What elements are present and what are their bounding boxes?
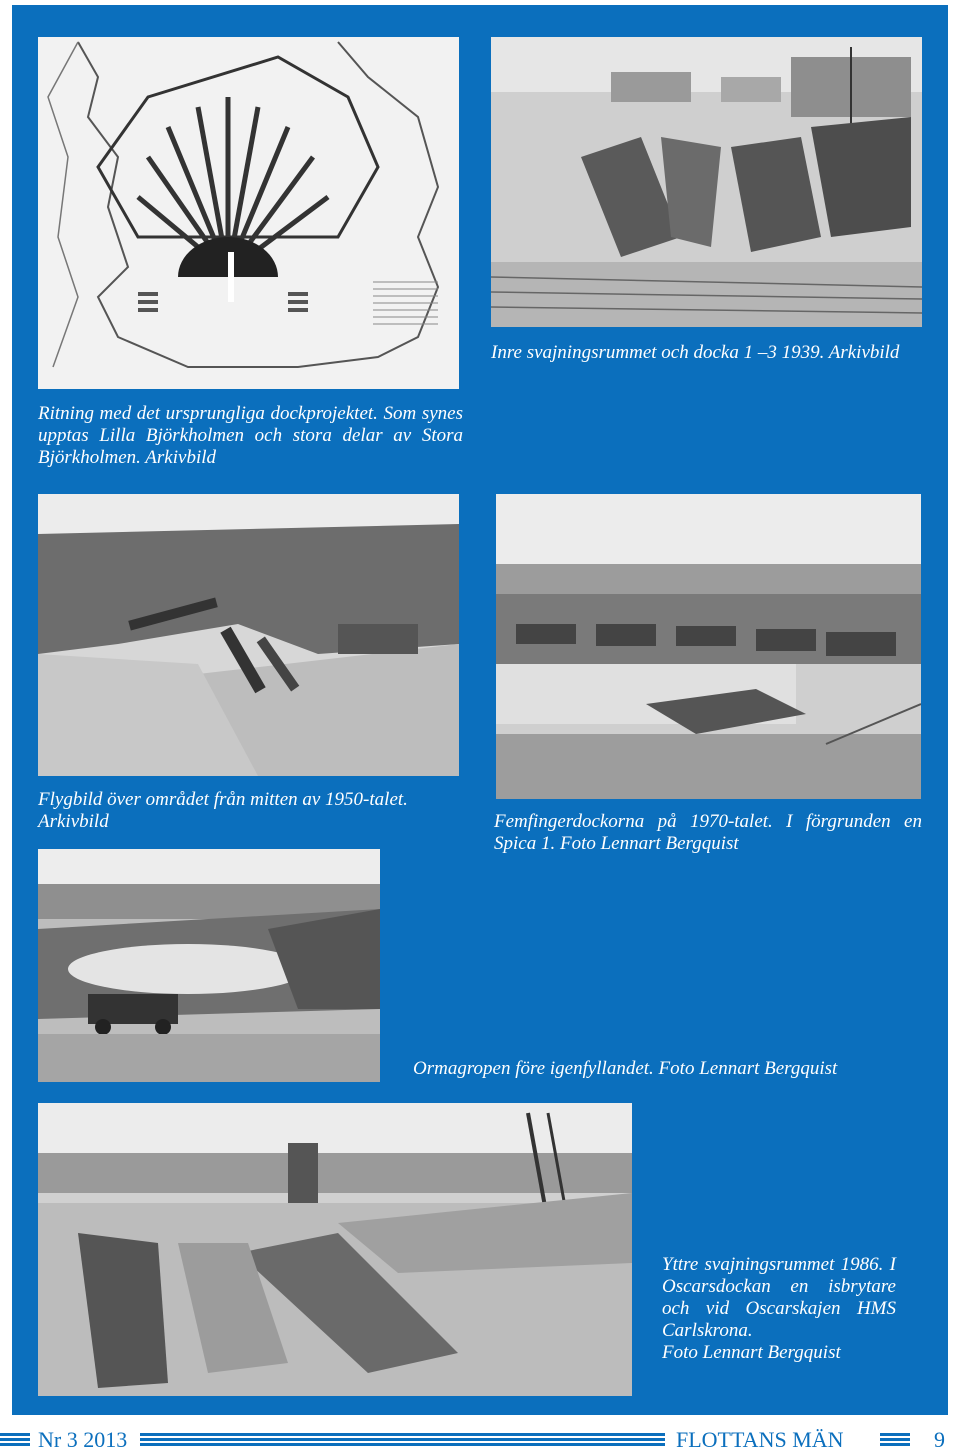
ormagropen-photo: [38, 849, 380, 1082]
dock-plan-drawing-photo: [38, 37, 459, 389]
docks-1939-photo: [491, 37, 922, 327]
magazine-name: FLOTTANS MÄN: [676, 1427, 844, 1452]
outer-basin-1986-photo: [38, 1103, 632, 1396]
docks-1939-caption: Inre svajningsrummet och docka 1 –3 1939. Arkivbild: [491, 342, 900, 363]
footer-stripes-right: [880, 1433, 910, 1447]
ormagropen-caption: Ormagropen före igenfyllandet. Foto Lennart Bergquist: [413, 1058, 838, 1079]
outer-basin-1986-caption: Yttre svajningsrummet 1986. I Oscarsdockan en isbrytare och vid Oscarskajen HMS Carlskrona. Foto Lennart Bergquist: [662, 1254, 896, 1363]
aerial-1950s-caption: Flygbild över området från mitten av 1950-talet. Arkivbild: [38, 789, 408, 832]
issue-number: Nr 3 2013: [38, 1427, 128, 1452]
five-finger-docks-caption: Femfingerdockorna på 1970-talet. I förgrunden en Spica 1. Foto Lennart Bergquist: [494, 811, 922, 854]
aerial-1950s-photo: [38, 494, 459, 776]
dock-plan-caption: Ritning med det ursprungliga dockprojektet. Som synes upptas Lilla Björkholmen och stora delar av Stora Björkholmen. Arkivbild: [38, 403, 463, 468]
footer-stripes-middle: [140, 1433, 665, 1447]
page-footer: [0, 1422, 960, 1454]
page-number: 9: [934, 1427, 945, 1452]
footer-stripes-left: [0, 1433, 30, 1447]
five-finger-docks-photo: [496, 494, 921, 799]
